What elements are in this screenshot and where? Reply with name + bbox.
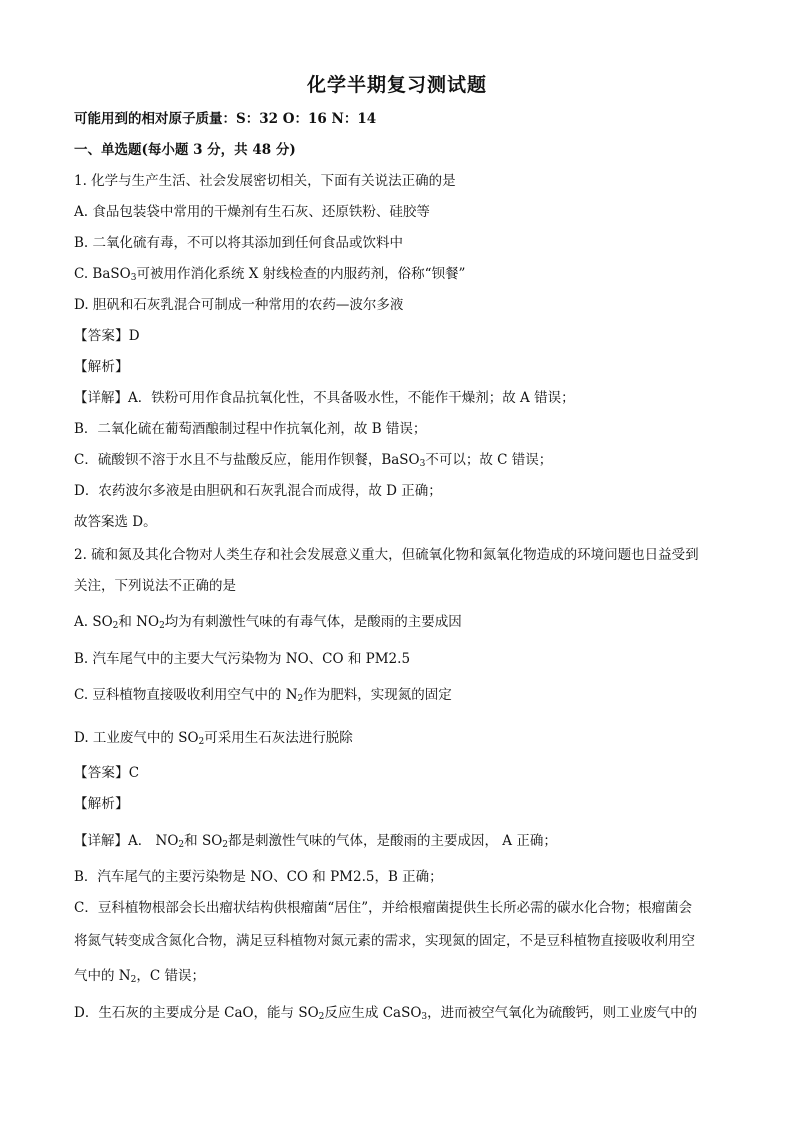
question-2-analysis-label: 【解析】 <box>74 796 129 812</box>
subscript: 2 <box>318 1012 325 1022</box>
detail-text: 反应生成 CaSO <box>324 1005 422 1021</box>
subscript: 2 <box>178 840 185 850</box>
question-1-detail-a: 【详解】A．铁粉可用作食品抗氧化性，不具备吸水性，不能作干燥剂；故 A 错误； <box>74 390 575 406</box>
subscript: 2 <box>130 975 137 985</box>
question-1-option-b: B. 二氧化硫有毒，不可以将其添加到任何食品或饮料中 <box>74 235 404 251</box>
question-2-answer: 【答案】C <box>74 765 140 781</box>
subscript: 3 <box>421 1012 428 1022</box>
subscript: 3 <box>130 273 137 283</box>
option-text: A. SO <box>74 614 113 630</box>
subscript: 2 <box>159 621 165 631</box>
question-2-detail-c-line-1: C．豆科植物根部会长出瘤状结构供根瘤菌“居住”，并给根瘤菌提供生长所必需的碳水化合物；根瘤菌会 <box>74 900 693 916</box>
question-2-detail-c-line-3 <box>74 967 754 985</box>
question-2-detail-c-line-2: 将氮气转变成含氮化合物，满足豆科植物对氮元素的需求，实现氮的固定，不是豆科植物直接吸收利用空 <box>74 933 695 949</box>
subscript: 2 <box>222 840 228 850</box>
detail-text: C．硫酸钡不溶于水且不与盐酸反应，能用作钡餐，BaSO <box>74 452 420 468</box>
subscript: 3 <box>419 459 426 469</box>
question-1-answer: 【答案】D <box>74 328 140 344</box>
subscript: 2 <box>112 621 119 631</box>
question-2-stem-line-2: 关注，下列说法不正确的是 <box>74 578 236 594</box>
option-text: 作为肥料，实现氮的固定 <box>303 687 452 703</box>
detail-text: ，C 错误； <box>136 968 205 984</box>
detail-text: 不可以；故 C 错误； <box>425 452 553 468</box>
question-2-option-c <box>74 686 754 704</box>
question-2-detail-b: B．汽车尾气的主要污染物是 NO、CO 和 PM2.5，B 正确； <box>74 869 443 885</box>
question-1-option-d: D. 胆矾和石灰乳混合可制成一种常用的农药—波尔多液 <box>74 297 404 313</box>
atomic-mass-note: 可能用到的相对原子质量：S：32 O：16 N：14 <box>74 111 377 127</box>
question-1-conclusion: 故答案选 D。 <box>74 514 157 530</box>
question-1-option-a: A. 食品包装袋中常用的干燥剂有生石灰、还原铁粉、硅胶等 <box>74 204 430 220</box>
detail-text: 气中的 N <box>74 968 131 984</box>
detail-text: 【详解】A． NO <box>74 833 179 849</box>
question-1-detail-b: B．二氧化硫在葡萄酒酿制过程中作抗氧化剂，故 B 错误； <box>74 421 427 437</box>
question-1-detail-d: D．农药波尔多液是由胆矾和石灰乳混合而成得，故 D 正确； <box>74 483 442 499</box>
option-text: 可采用生石灰法进行脱除 <box>204 730 353 746</box>
question-2-detail-a <box>74 832 754 850</box>
question-2-option-a <box>74 613 754 631</box>
question-1-detail-c <box>74 451 754 469</box>
question-2-stem-line-1: 2. 硫和氮及其化合物对人类生存和社会发展意义重大，但硫氧化物和氮氧化物造成的环境问题也日益受到 <box>74 547 699 563</box>
detail-text: 和 SO <box>184 833 223 849</box>
page-title: 化学半期复习测试题 <box>306 74 487 96</box>
option-text: 和 NO <box>118 614 160 630</box>
question-2-option-b: B. 汽车尾气中的主要大气污染物为 NO、CO 和 PM2.5 <box>74 651 411 667</box>
detail-text: D．生石灰的主要成分是 CaO，能与 SO <box>74 1005 319 1021</box>
question-1-stem: 1. 化学与生产生活、社会发展密切相关，下面有关说法正确的是 <box>74 173 456 189</box>
question-2-detail-d <box>74 1004 754 1022</box>
detail-text: 都是刺激性气味的气体，是酸雨的主要成因， A 正确； <box>228 833 557 849</box>
subscript: 2 <box>198 737 205 747</box>
option-text: 可被用作消化系统 X 射线检查的内服药剂，俗称“钡餐” <box>136 266 466 282</box>
option-text: C. 豆科植物直接吸收利用空气中的 N <box>74 687 298 703</box>
option-text: C. BaSO <box>74 266 131 282</box>
detail-text: ，进而被空气氧化为硫酸钙，则工业废气中的 <box>427 1005 698 1021</box>
question-1-analysis-label: 【解析】 <box>74 359 129 375</box>
question-1-option-c <box>74 265 754 283</box>
section-heading: 一、单选题(每小题 3 分，共 48 分) <box>74 142 296 158</box>
question-2-option-d <box>74 729 754 747</box>
subscript: 2 <box>297 694 304 704</box>
option-text: 均为有刺激性气味的有毒气体，是酸雨的主要成因 <box>164 614 462 630</box>
option-text: D. 工业废气中的 SO <box>74 730 199 746</box>
